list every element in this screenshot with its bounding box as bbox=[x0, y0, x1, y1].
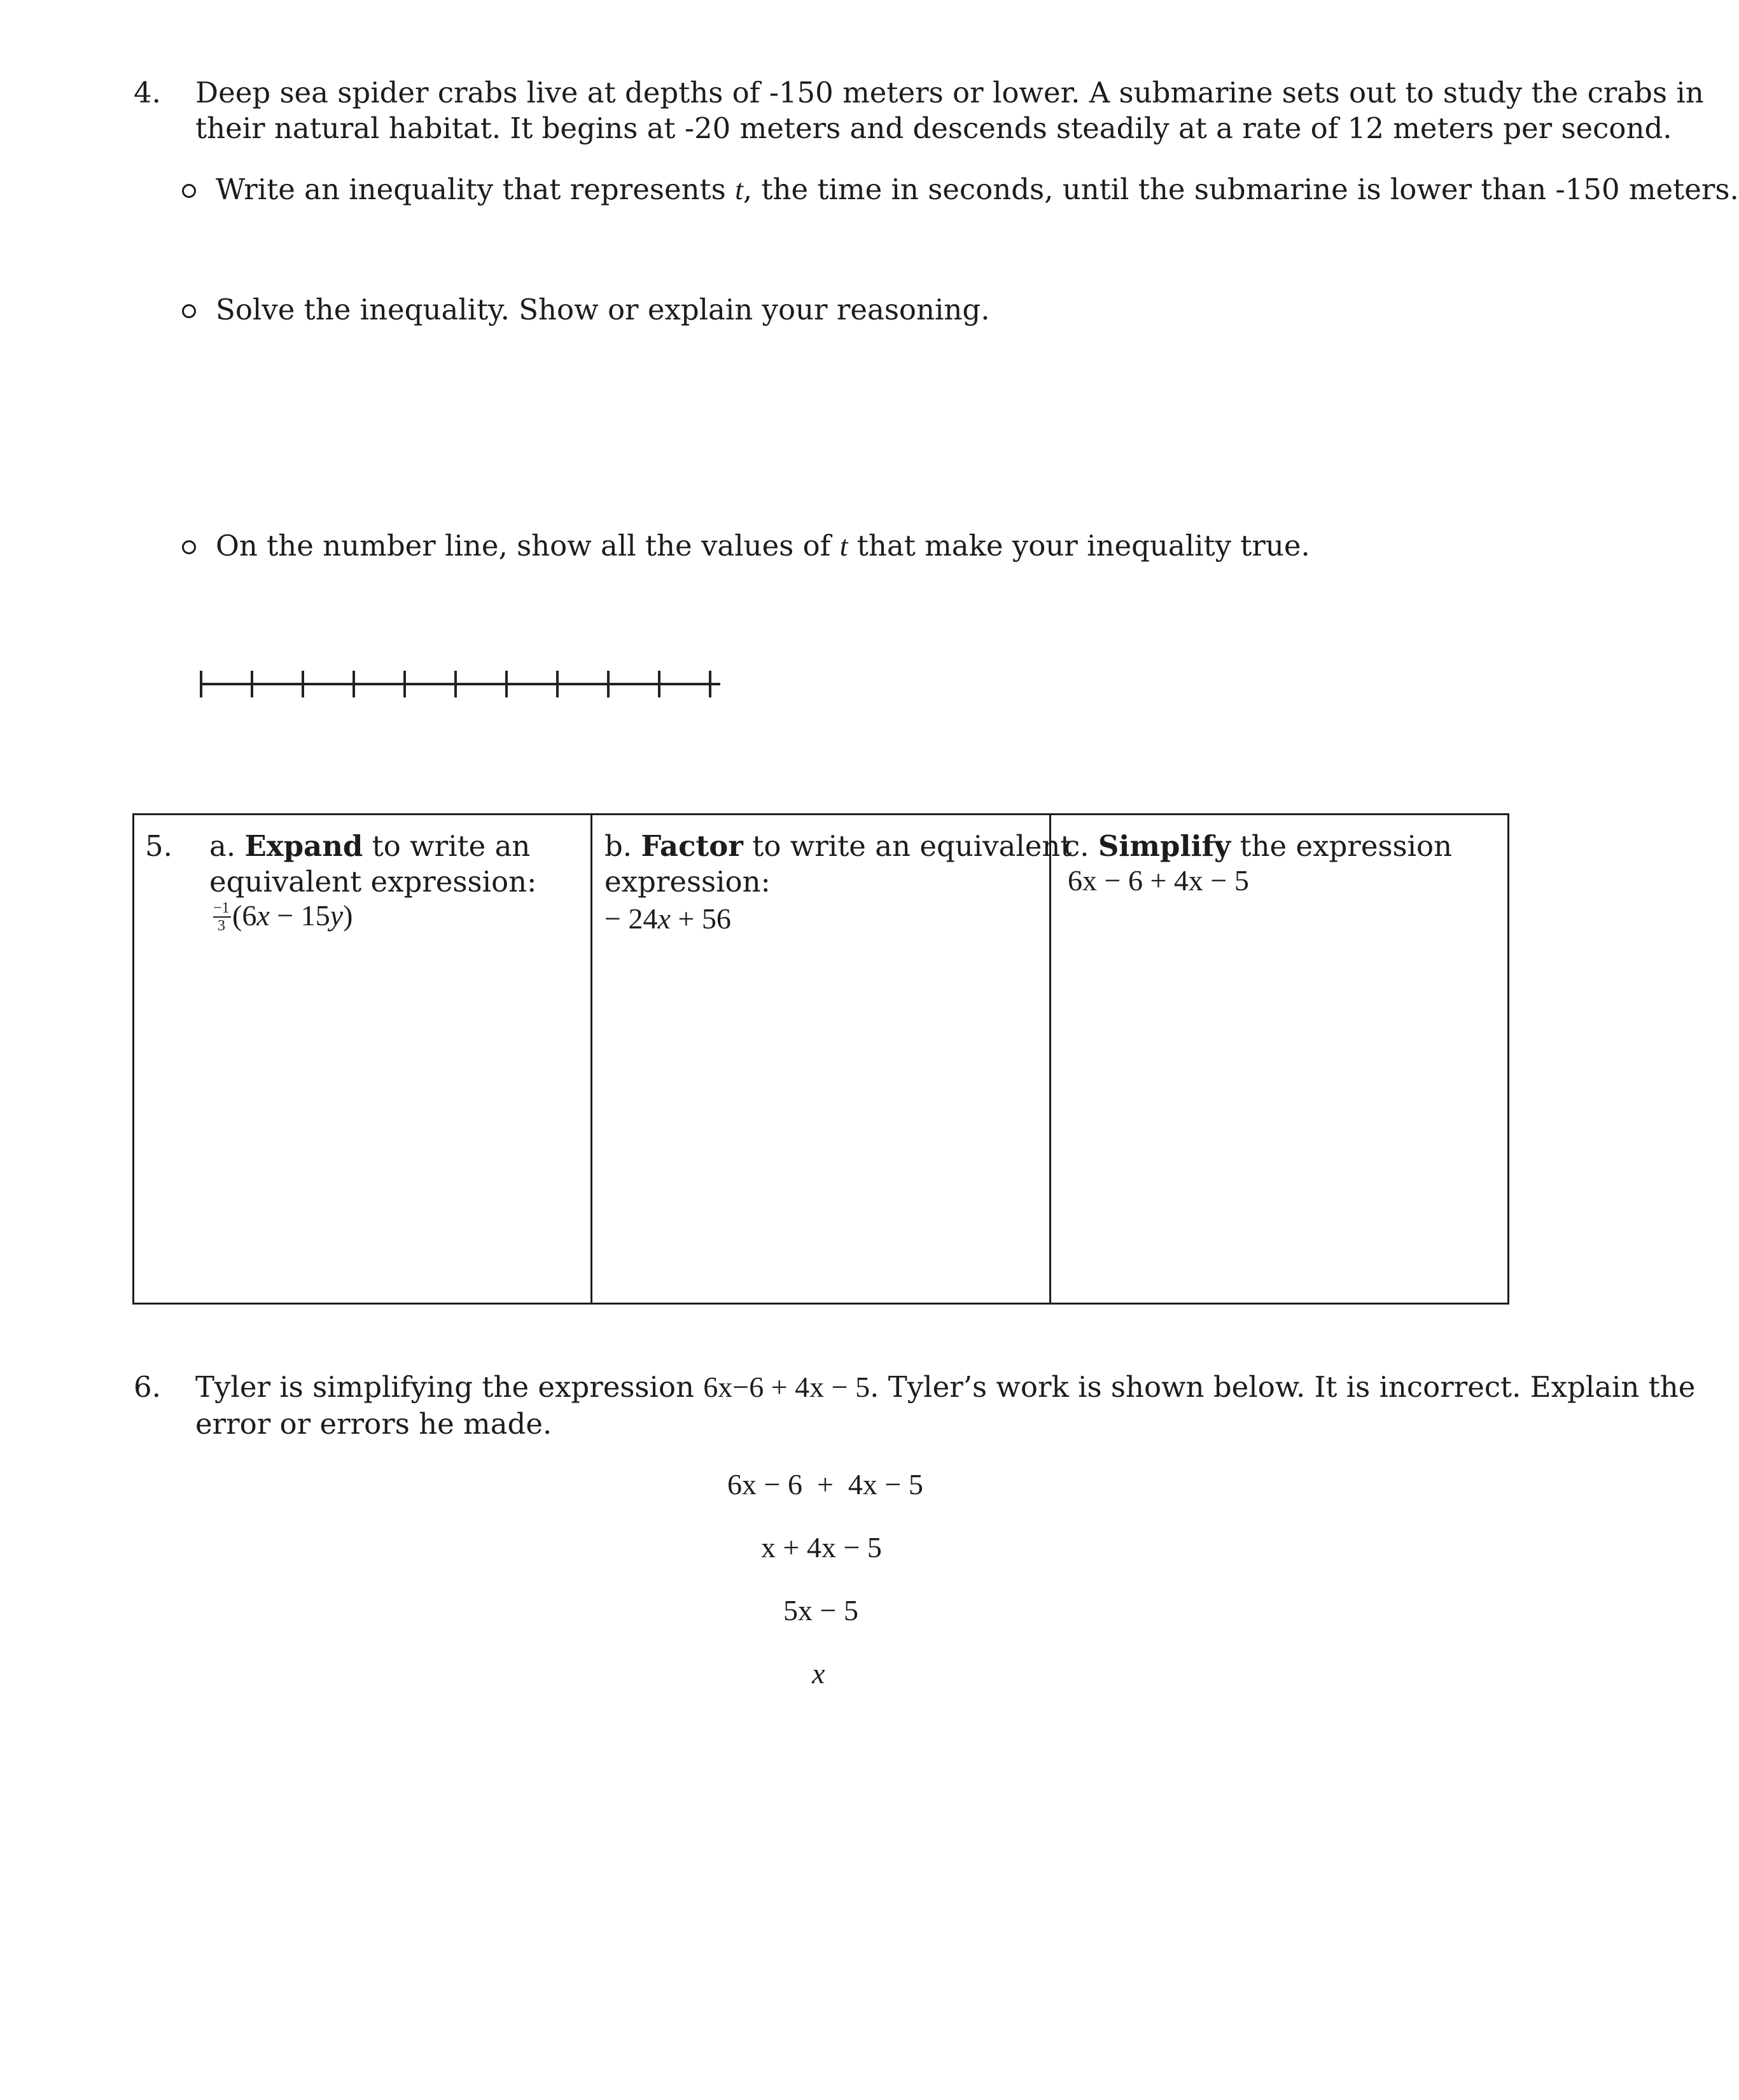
part-b-text: to write an equivalent bbox=[743, 829, 1072, 863]
question-4-bullet-3 bbox=[216, 528, 1310, 564]
question-4-number: 4. bbox=[134, 76, 161, 109]
part-c-text: the expression bbox=[1231, 829, 1453, 863]
variable-t: t bbox=[735, 173, 743, 206]
part-a-keyword: Expand bbox=[244, 829, 363, 863]
bullet-icon bbox=[182, 540, 196, 554]
part-c-keyword: Simplify bbox=[1098, 829, 1231, 863]
part-a-expression bbox=[213, 899, 404, 937]
bullet-icon bbox=[182, 184, 196, 198]
part-b-keyword: Factor bbox=[641, 829, 743, 863]
question-6-text: Tyler is simplifying the expression bbox=[195, 1370, 694, 1404]
question-4-stem-line1: Deep sea spider crabs live at depths of -150 meters or lower. A submarine sets out to study the crabs in bbox=[195, 76, 1704, 109]
question-6-stem-line1 bbox=[195, 1369, 1695, 1405]
work-step-3: 5x − 5 bbox=[783, 1594, 858, 1627]
part-a-text: to write an bbox=[363, 829, 531, 863]
number-line[interactable] bbox=[191, 662, 732, 706]
part-a-text-line2: equivalent expression: bbox=[209, 865, 537, 899]
part-a-math: (6x − 15y) bbox=[232, 899, 353, 932]
table-divider bbox=[590, 813, 592, 1305]
variable-t: t bbox=[839, 529, 848, 562]
part-c-instruction bbox=[1064, 829, 1452, 864]
bullet-icon bbox=[182, 304, 196, 318]
question-5-number: 5. bbox=[145, 829, 172, 863]
part-b-label: b. bbox=[604, 829, 641, 863]
part-c-expression: 6x − 6 + 4x − 5 bbox=[1068, 864, 1249, 897]
question-4-bullet-2: Solve the inequality. Show or explain your reasoning. bbox=[216, 293, 990, 326]
question-4-stem-line2: their natural habitat. It begins at -20 meters and descends steadily at a rate of 12 meters per second. bbox=[195, 111, 1672, 145]
question-4-bullet-1 bbox=[216, 172, 1739, 207]
bullet-1-text: Write an inequality that represents bbox=[216, 172, 726, 206]
work-step-1: 6x − 6 + 4x − 5 bbox=[727, 1468, 923, 1501]
fraction-denominator: 3 bbox=[218, 918, 225, 934]
part-b-expression: − 24x + 56 bbox=[604, 902, 731, 935]
work-step-2: x + 4x − 5 bbox=[761, 1531, 882, 1564]
question-6-number: 6. bbox=[134, 1370, 161, 1404]
bullet-3-text: On the number line, show all the values of bbox=[216, 529, 831, 563]
part-c-label: c. bbox=[1064, 829, 1098, 863]
part-a-instruction bbox=[209, 829, 536, 900]
bullet-1-text-end: , the time in seconds, until the submarine is lower than -150 meters. bbox=[743, 172, 1739, 206]
question-6-expression: 6x−6 + 4x − 5 bbox=[703, 1371, 870, 1403]
part-b-instruction bbox=[604, 829, 1072, 900]
part-a-label: a. bbox=[209, 829, 245, 863]
bullet-3-text-end: that make your inequality true. bbox=[856, 529, 1310, 563]
part-b-text-line2: expression: bbox=[604, 865, 771, 899]
work-step-4: x bbox=[812, 1657, 825, 1690]
question-6-text-end: . Tyler’s work is shown below. It is incorrect. Explain the bbox=[870, 1370, 1696, 1404]
fraction-numerator: −1 bbox=[213, 900, 230, 916]
question-6-stem-line2: error or errors he made. bbox=[195, 1407, 552, 1441]
